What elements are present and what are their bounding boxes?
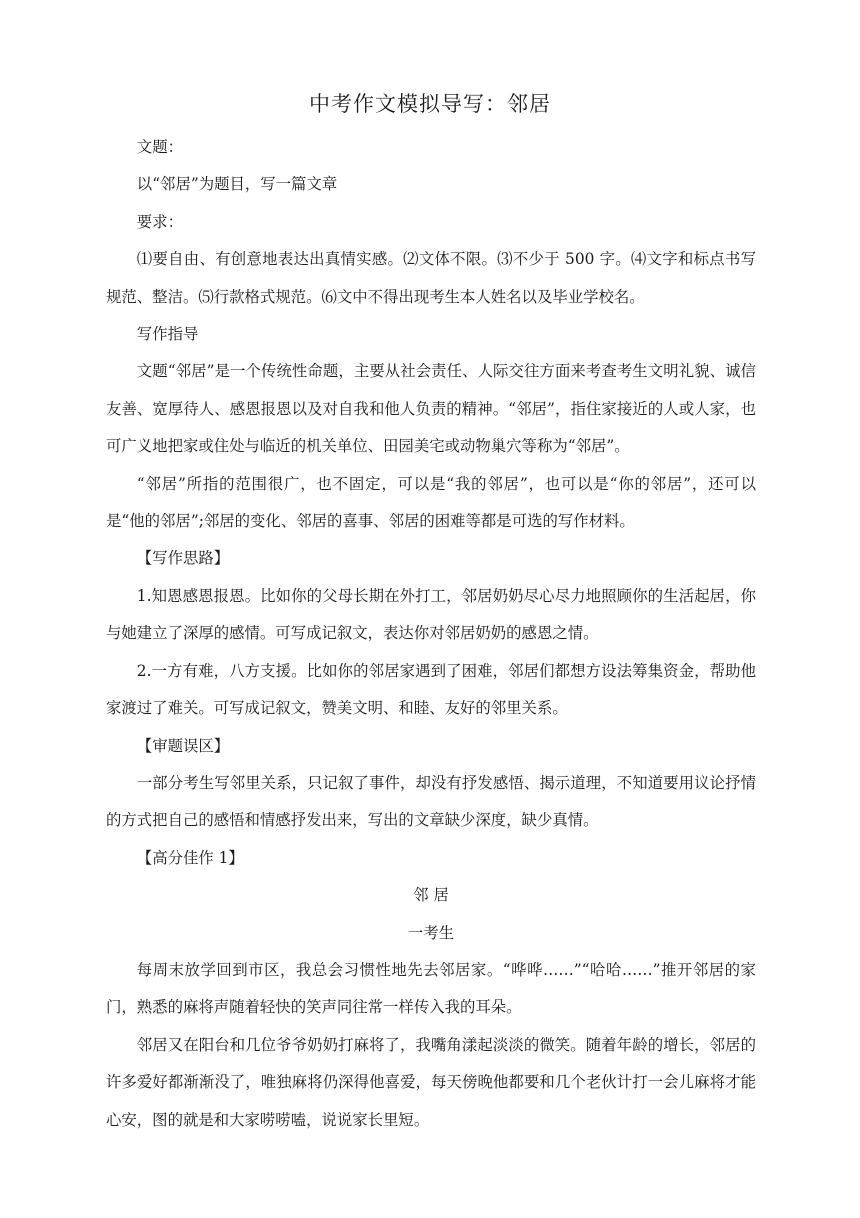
heading-sample-essay: 【高分佳作 1】 <box>136 848 244 867</box>
document-title: 中考作文模拟导写：邻居 <box>309 92 551 116</box>
label-topic: 文题： <box>136 138 183 156</box>
essay-paragraph: 邻居又在阳台和几位爷爷奶奶打麻将了，我嘴角漾起淡淡的微笑。随着年龄的增长，邻居的许多爱好都渐渐没了，唯独麻将仍深得他喜爱，每天傍晚他都要和几个老伙计打一会儿麻将才能心安，图的就是和大家唠唠嗑，说说家长里短。 <box>106 1035 756 1129</box>
heading-writing-guide: 写作指导 <box>136 325 199 344</box>
heading-pitfalls: 【审题误区】 <box>136 736 230 755</box>
requirements-text: ⑴要自由、有创意地表达出真情实感。⑵文体不限。⑶不少于 500 字。⑷文字和标点书写规范、整洁。⑸行款格式规范。⑹文中不得出现考生本人姓名以及毕业学校名。 <box>106 250 756 306</box>
guide-paragraph: “邻居”所指的范围很广，也不固定，可以是“我的邻居”，也可以是“你的邻居”，还可以是“他的邻居”;邻居的变化、邻居的喜事、邻居的困难等都是可选的写作材料。 <box>106 474 756 531</box>
idea-item: 2.一方有难，八方支援。比如你的邻居家遇到了困难，邻居们都想方设法筹集资金，帮助他家渡过了难关。可写成记叙文，赞美文明、和睦、友好的邻里关系。 <box>106 661 756 718</box>
pitfalls-paragraph: 一部分考生写邻里关系，只记叙了事件，却没有抒发感悟、揭示道理，不知道要用议论抒情的方式把自己的感悟和情感抒发出来，写出的文章缺少深度，缺少真情。 <box>106 773 756 830</box>
idea-item: 1.知恩感恩报恩。比如你的父母长期在外打工，邻居奶奶尽心尽力地照顾你的生活起居，你与她建立了深厚的感情。可写成记叙文，表达你对邻居奶奶的感恩之情。 <box>106 586 756 643</box>
label-requirements: 要求： <box>136 212 183 231</box>
essay-paragraph: 每周末放学回到市区，我总会习惯性地先去邻居家。“哗哗……”“哈哈……”推开邻居的家门，熟悉的麻将声随着轻快的笑声同往常一样传入我的耳朵。 <box>106 960 756 1017</box>
essay-title: 邻 居 <box>413 886 449 905</box>
guide-paragraph: 文题“邻居”是一个传统性命题，主要从社会责任、人际交往方面来考查考生文明礼貌、诚信友善、宽厚待人、感恩报恩以及对自我和他人负责的精神。“邻居”，指住家接近的人或人家，也可广义地把家或住处与临近的机关单位、田园美宅或动物巢穴等称为“邻居”。 <box>106 362 756 456</box>
document-body <box>106 129 756 1139</box>
essay-author: 一考生 <box>407 923 455 942</box>
heading-writing-ideas: 【写作思路】 <box>136 549 230 568</box>
topic-text: 以“邻居”为题目，写一篇文章 <box>136 175 338 194</box>
